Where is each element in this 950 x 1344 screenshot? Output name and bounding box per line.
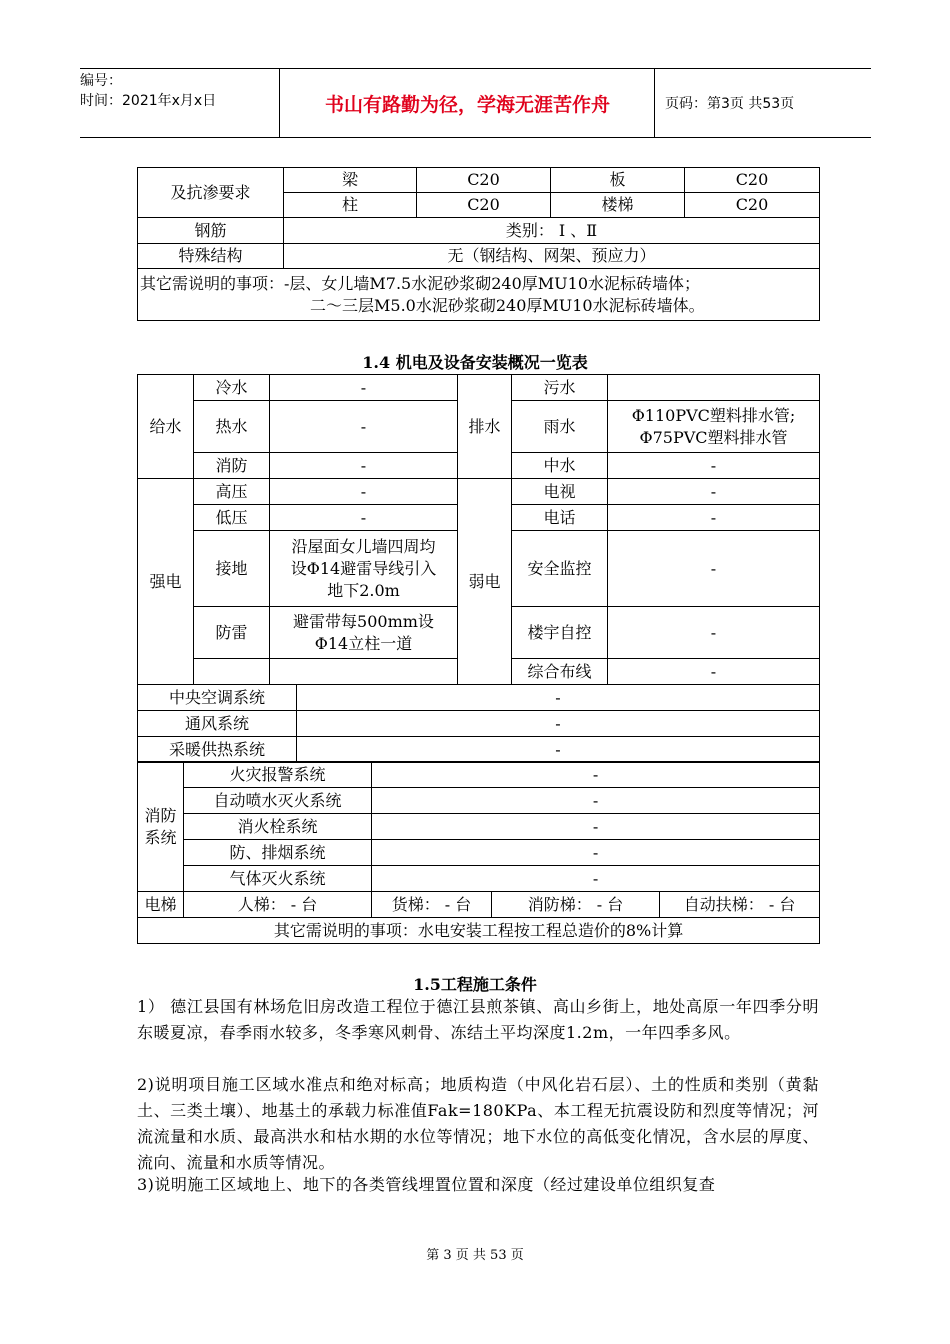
mep-notes: 其它需说明的事项：水电安装工程按工程总造价的8%计算 [138,918,820,944]
paragraph-3: 3)说明施工区域地上、地下的各类管线埋置位置和深度（经过建设单位组织复查 [137,1175,716,1194]
passenger-lift: 人梯： - 台 [184,892,372,918]
section-14-title: 1.4 机电及设备安装概况一览表 [362,353,588,372]
waterproof-label: 及抗渗要求 [138,168,284,218]
lightning-value-line1: 避雷带每500mm设 [293,611,434,631]
elevator-label: 电梯 [138,892,184,918]
rainwater-label: 雨水 [512,401,608,453]
smoke-value: - [372,840,820,866]
phone-label: 电话 [512,505,608,531]
slab-grade: C20 [685,168,820,193]
strong-current-label: 强电 [138,479,194,685]
ventilation-value: - [297,711,820,737]
sewage-value [608,375,820,401]
page-footer: 第 3 页 共 53 页 [426,1248,524,1263]
fire-system-label [138,762,184,892]
cabling-value: - [608,659,820,685]
cold-water-label: 冷水 [194,375,270,401]
rebar-value: 类别： Ⅰ 、Ⅱ [284,218,820,244]
hot-water-label: 热水 [194,401,270,453]
grounding-value [270,531,458,607]
grounding-label: 接地 [194,531,270,607]
gas-value: - [372,866,820,892]
beam-grade: C20 [417,168,551,193]
security-label: 安全监控 [512,531,608,607]
structure-notes-line1: 其它需说明的事项：-层、女儿墙M7.5水泥砂浆砌240厚MU10水泥标砖墙体； [140,273,701,293]
empty-cell [270,659,458,685]
cold-water-value: - [270,375,458,401]
lightning-label: 防雷 [194,607,270,659]
low-voltage-label: 低压 [194,505,270,531]
lightning-value [270,607,458,659]
hvac-value: - [297,685,820,711]
grounding-value-line3: 地下2.0m [327,580,400,600]
paragraph-2: 2)说明项目施工区域水准点和绝对标高；地质构造（中风化岩石层）、土的性质和类别（黄黏土、三类土壤）、地基土的承载力标准值Fak=180KPa、本工程无抗震设防和烈度等情况；河流流量和水质、最高洪水和枯水期的水位等情况；地下水位的高低变化情况，含水层的厚度、流向、流量和水质等情况。 [137,1075,819,1172]
date-label: 时间：2021年x月x日 [80,93,217,109]
sprinkler-value: - [372,788,820,814]
gas-label: 气体灭火系统 [184,866,372,892]
fire-lift: 消防梯： - 台 [492,892,660,918]
fire-water-value: - [270,453,458,479]
structure-notes-line2: 二～三层M5.0水泥砂浆砌240厚MU10水泥标砖墙体。 [310,295,705,315]
rainwater-value-line2: Φ75PVC塑料排水管 [639,427,788,447]
drainage-label: 排水 [458,375,512,479]
escalator: 自动扶梯： - 台 [660,892,820,918]
page-header [80,68,871,138]
hydrant-label: 消火栓系统 [184,814,372,840]
structure-table [137,167,820,321]
structure-notes [138,269,820,321]
special-value: 无（钢结构、网架、预应力） [284,244,820,269]
sewage-label: 污水 [512,375,608,401]
header-page-label: 页码：第3页 共53页 [665,96,795,112]
mep-table [137,374,820,763]
water-supply-label: 给水 [138,375,194,479]
freight-lift: 货梯： - 台 [372,892,492,918]
high-voltage-value: - [270,479,458,505]
stair-label: 楼梯 [551,193,685,218]
fire-system-label-line1: 消防 [144,805,177,825]
fire-alarm-label: 火灾报警系统 [184,762,372,788]
building-auto-label: 楼宇自控 [512,607,608,659]
paragraph-1: 1） 德江县国有林场危旧房改造工程位于德江县煎茶镇、高山乡街上，地处高原一年四季分明东暖夏凉，春季雨水较多，冬季寒风刺骨、冻结土平均深度1.2m，一年四季多风。 [137,997,819,1042]
empty-cell [194,659,270,685]
lightning-value-line2: Φ14立柱一道 [314,633,413,653]
fire-water-label: 消防 [194,453,270,479]
column-label: 柱 [284,193,417,218]
phone-value: - [608,505,820,531]
building-auto-value: - [608,607,820,659]
grounding-value-line1: 沿屋面女儿墙四周均 [291,536,436,556]
rebar-label: 钢筋 [138,218,284,244]
slab-label: 板 [551,168,685,193]
tv-label: 电视 [512,479,608,505]
smoke-label: 防、排烟系统 [184,840,372,866]
hydrant-value: - [372,814,820,840]
header-motto: 书山有路勤为径，学海无涯苦作舟 [281,69,655,137]
code-label: 编号： [80,73,122,89]
hot-water-value: - [270,401,458,453]
special-label: 特殊结构 [138,244,284,269]
fire-system-label-line2: 系统 [144,827,177,847]
rainwater-value [608,401,820,453]
reclaimed-value: - [608,453,820,479]
high-voltage-label: 高压 [194,479,270,505]
rainwater-value-line1: Φ110PVC塑料排水管; [631,405,796,425]
section-15-title: 1.5工程施工条件 [413,975,537,994]
ventilation-label: 通风系统 [138,711,297,737]
cabling-label: 综合布线 [512,659,608,685]
reclaimed-label: 中水 [512,453,608,479]
weak-current-label: 弱电 [458,479,512,685]
header-meta [80,69,280,137]
security-value: - [608,531,820,607]
fire-alarm-value: - [372,762,820,788]
fire-table [137,761,820,944]
beam-label: 梁 [284,168,417,193]
heating-value: - [297,737,820,763]
heating-label: 采暖供热系统 [138,737,297,763]
column-grade: C20 [417,193,551,218]
stair-grade: C20 [685,193,820,218]
tv-value: - [608,479,820,505]
hvac-label: 中央空调系统 [138,685,297,711]
low-voltage-value: - [270,505,458,531]
grounding-value-line2: 设Φ14避雷导线引入 [290,558,437,578]
sprinkler-label: 自动喷水灭火系统 [184,788,372,814]
